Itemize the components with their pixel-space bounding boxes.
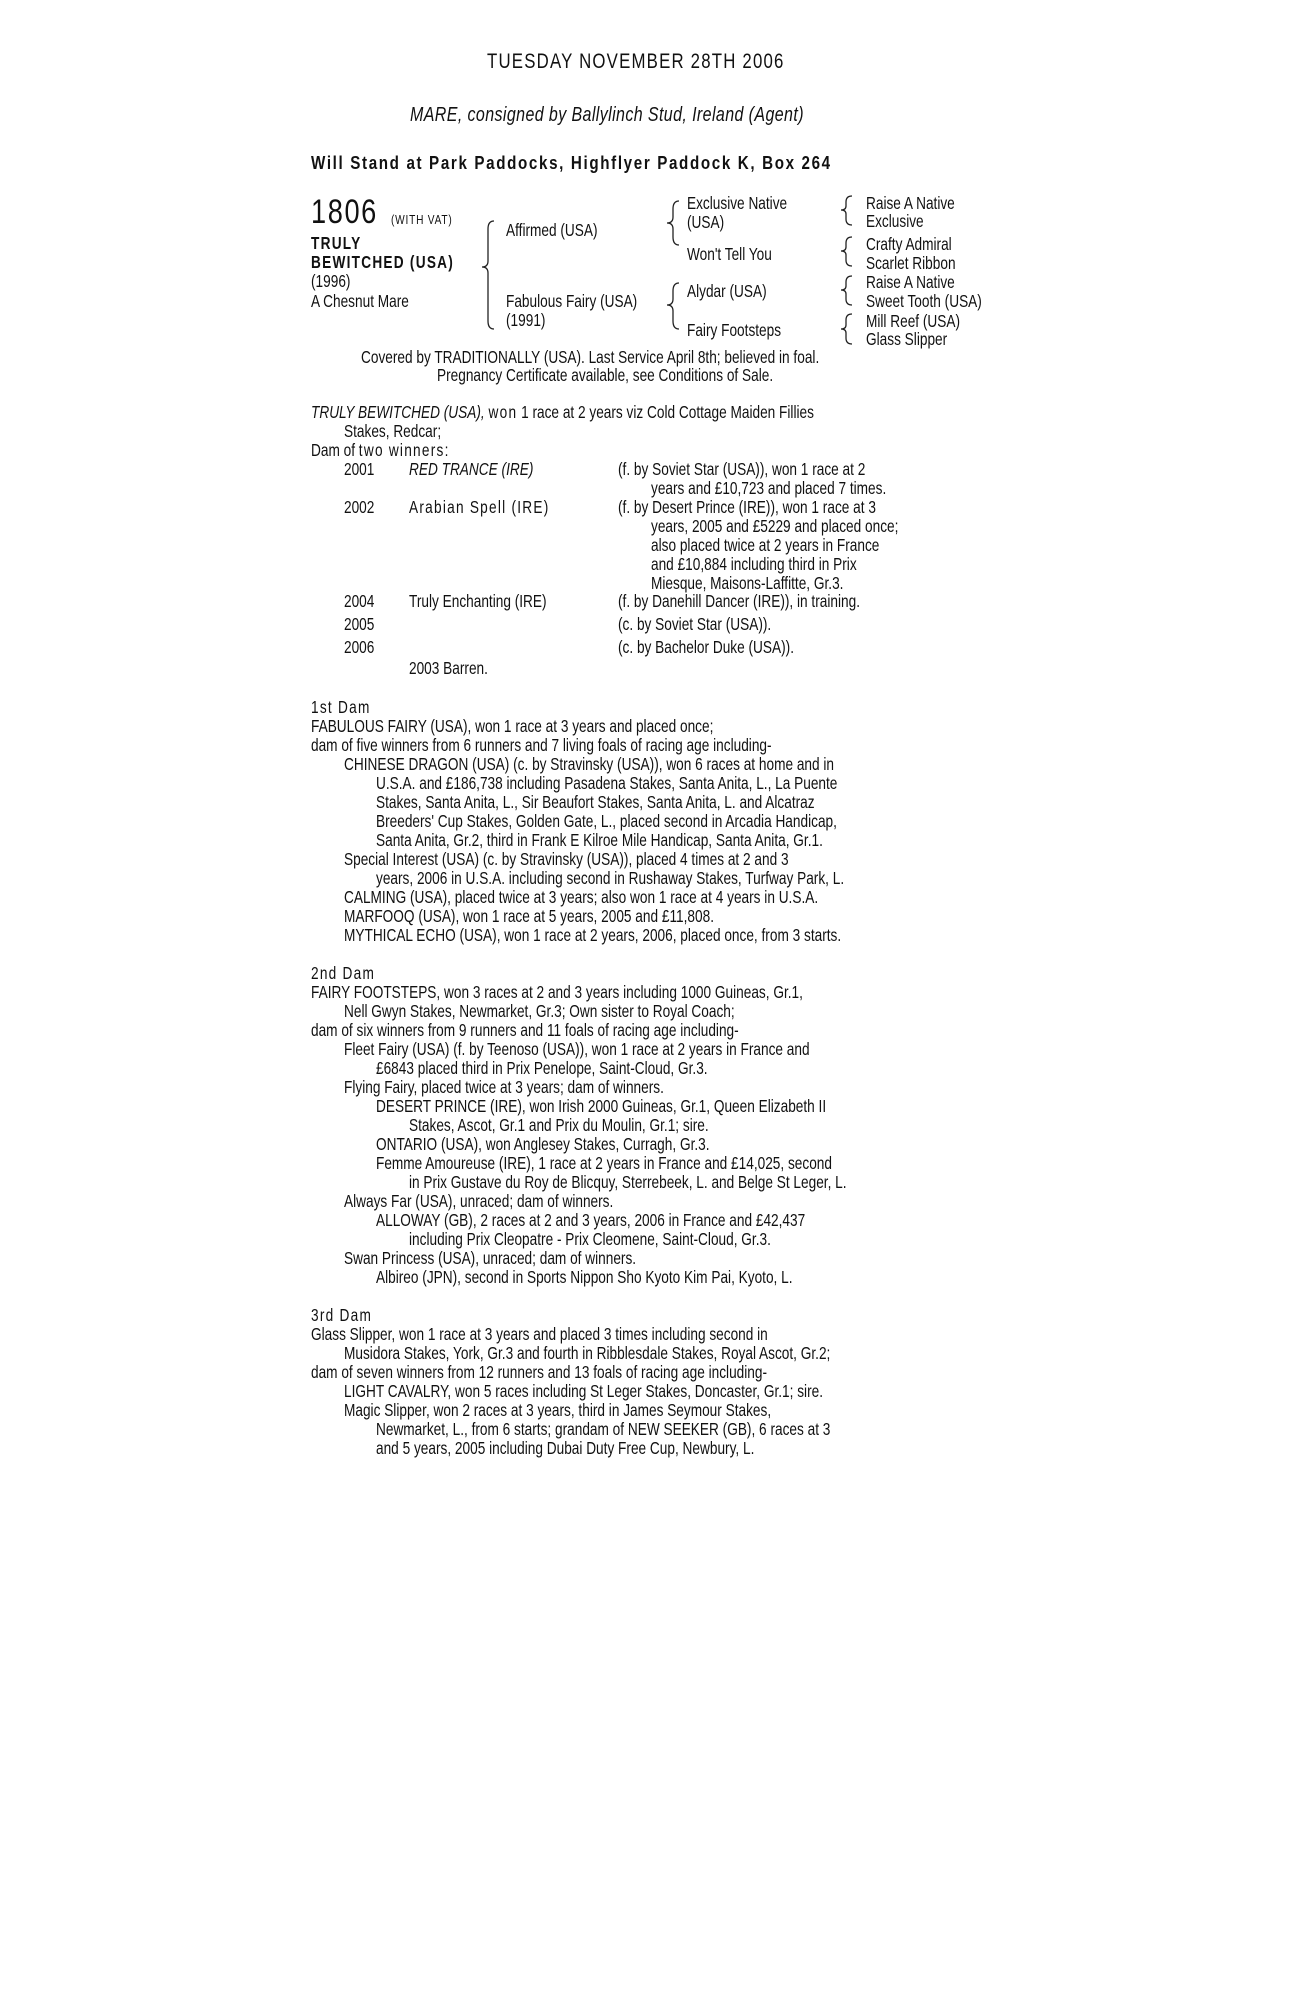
mare-record-name: TRULY BEWITCHED (USA), [311,402,485,422]
dam-of-prefix: Dam of [311,440,355,460]
pedigree-dds: Mill Reef (USA) [866,311,961,331]
second-dam-line: Stakes, Ascot, Gr.1 and Prix du Moulin, Gr.1; sire. [409,1115,709,1135]
first-dam-line: years, 2006 in U.S.A. including second in Rushaway Stakes, Turfway Park, L. [376,868,845,888]
produce-detail: years and £10,723 and placed 7 times. [651,478,887,498]
produce-year: 2004 [344,591,375,611]
brace-dam [667,283,679,329]
pedigree-dd: Fairy Footsteps [687,320,782,340]
produce-detail: (f. by Desert Prince (IRE)), won 1 race at 3 [618,497,876,517]
third-dam-line: Glass Slipper, won 1 race at 3 years and placed 3 times including second in [311,1324,768,1344]
first-dam-line: CHINESE DRAGON (USA) (c. by Stravinsky (USA)), won 6 races at home and in [344,754,835,774]
pedigree-ss-line2: (USA) [687,212,725,232]
horse-description: A Chesnut Mare [311,291,409,311]
produce-detail: also placed twice at 2 years in France [651,535,880,555]
produce-year: 2006 [344,637,375,657]
produce-year: 2002 [344,497,375,517]
produce-name: Truly Enchanting (IRE) [409,591,547,611]
third-dam-line: LIGHT CAVALRY, won 5 races including St Leger Stakes, Doncaster, Gr.1; sire. [344,1381,824,1401]
brace-main [482,221,494,329]
produce-year: 2005 [344,614,375,634]
pedigree-sss: Raise A Native [866,193,955,213]
brace-ss [841,196,852,225]
horse-name-line1: TRULY [311,233,362,253]
pedigree-sd: Won't Tell You [687,244,772,264]
covered-line1: Covered by TRADITIONALLY (USA). Last Service April 8th; believed in foal. [361,347,820,367]
produce-year: 2001 [344,459,375,479]
second-dam-line: ONTARIO (USA), won Anglesey Stakes, Curragh, Gr.3. [376,1134,710,1154]
pedigree-dsd: Sweet Tooth (USA) [866,291,982,311]
produce-name: Arabian Spell (IRE) [409,497,550,517]
second-dam-line: FAIRY FOOTSTEPS, won 3 races at 2 and 3 years including 1000 Guineas, Gr.1, [311,982,803,1002]
third-dam-line: and 5 years, 2005 including Dubai Duty Free Cup, Newbury, L. [376,1438,755,1458]
brace-ds [841,276,852,305]
dam-of-winners: two winners: [358,440,450,460]
second-dam-line: DESERT PRINCE (IRE), won Irish 2000 Guineas, Gr.1, Queen Elizabeth II [376,1096,827,1116]
pedigree-dam-line1: Fabulous Fairy (USA) [506,291,638,311]
pedigree-sds: Crafty Admiral [866,234,952,254]
brace-sire [667,201,679,245]
pedigree-sire: Affirmed (USA) [506,220,598,240]
produce-detail: Miesque, Maisons-Laffitte, Gr.3. [651,573,844,593]
lot-number: 1806 [311,193,378,231]
brace-sd [841,237,852,266]
second-dam-line: £6843 placed third in Prix Penelope, Saint-Cloud, Gr.3. [376,1058,708,1078]
first-dam-line: dam of five winners from 6 runners and 7 living foals of racing age including- [311,735,772,755]
pedigree-dam-line2: (1991) [506,310,546,330]
dam-of-line [311,441,450,460]
stand-location: Will Stand at Park Paddocks, Highflyer Paddock K, Box 264 [311,152,832,173]
second-dam-line: Nell Gwyn Stakes, Newmarket, Gr.3; Own sister to Royal Coach; [344,1001,735,1021]
foaling-year: (1996) [311,271,351,291]
pedigree-dss: Raise A Native [866,272,955,292]
produce-detail: (c. by Bachelor Duke (USA)). [618,637,794,657]
pedigree-ds: Alydar (USA) [687,281,767,301]
barren-note: 2003 Barren. [409,658,488,678]
third-dam-line: dam of seven winners from 12 runners and 13 foals of racing age including- [311,1362,768,1382]
third-dam-line: Newmarket, L., from 6 starts; grandam of NEW SEEKER (GB), 6 races at 3 [376,1419,831,1439]
brace-dd [841,314,852,344]
first-dam-line: MYTHICAL ECHO (USA), won 1 race at 2 years, 2006, placed once, from 3 starts. [344,925,842,945]
second-dam-line: in Prix Gustave du Roy de Blicquy, Sterrebeek, L. and Belge St Leger, L. [409,1172,847,1192]
pedigree-ssd: Exclusive [866,211,924,231]
produce-detail: and £10,884 including third in Prix [651,554,857,574]
sale-date: TUESDAY NOVEMBER 28TH 2006 [487,50,785,73]
mare-record-line1 [311,403,814,422]
consignor-line: MARE, consigned by Ballylinch Stud, Ireland (Agent) [410,104,804,126]
second-dam-line: Always Far (USA), unraced; dam of winners. [344,1191,614,1211]
horse-name-line2: BEWITCHED (USA) [311,252,455,272]
first-dam-line: Breeders' Cup Stakes, Golden Gate, L., placed second in Arcadia Handicap, [376,811,837,831]
first-dam-line: MARFOOQ (USA), won 1 race at 5 years, 2005 and £11,808. [344,906,715,926]
second-dam-line: Fleet Fairy (USA) (f. by Teenoso (USA)), won 1 race at 2 years in France and [344,1039,810,1059]
third-dam-line: Musidora Stakes, York, Gr.3 and fourth in Ribblesdale Stakes, Royal Ascot, Gr.2; [344,1343,831,1363]
first-dam-line: Stakes, Santa Anita, L., Sir Beaufort Stakes, Santa Anita, L. and Alcatraz [376,792,815,812]
pedigree-ddd: Glass Slipper [866,329,948,349]
produce-detail: (c. by Soviet Star (USA)). [618,614,772,634]
produce-name: RED TRANCE (IRE) [409,459,534,479]
pedigree-ss-line1: Exclusive Native [687,193,788,213]
produce-detail: years, 2005 and £5229 and placed once; [651,516,899,536]
second-dam-line: Flying Fairy, placed twice at 3 years; dam of winners. [344,1077,664,1097]
second-dam-line: including Prix Cleopatre - Prix Cleomene, Saint-Cloud, Gr.3. [409,1229,771,1249]
vat-note: (WITH VAT) [391,212,453,227]
second-dam-line: Swan Princess (USA), unraced; dam of winners. [344,1248,637,1268]
first-dam-line: CALMING (USA), placed twice at 3 years; also won 1 race at 4 years in U.S.A. [344,887,819,907]
third-dam-heading: 3rd Dam [311,1305,373,1325]
first-dam-heading: 1st Dam [311,697,371,717]
second-dam-line: dam of six winners from 9 runners and 11 foals of racing age including- [311,1020,739,1040]
first-dam-line: U.S.A. and £186,738 including Pasadena Stakes, Santa Anita, L., La Puente [376,773,838,793]
covered-line2: Pregnancy Certificate available, see Conditions of Sale. [437,365,774,385]
first-dam-line: Special Interest (USA) (c. by Stravinsky (USA)), placed 4 times at 2 and 3 [344,849,789,869]
produce-detail: (f. by Soviet Star (USA)), won 1 race at 2 [618,459,866,479]
third-dam-line: Magic Slipper, won 2 races at 3 years, third in James Seymour Stakes, [344,1400,772,1420]
mare-record-text1: 1 race at 2 years viz Cold Cottage Maiden Fillies [521,402,814,422]
produce-detail: (f. by Danehill Dancer (IRE)), in training. [618,591,860,611]
second-dam-line: Albireo (JPN), second in Sports Nippon Sho Kyoto Kim Pai, Kyoto, L. [376,1267,793,1287]
pedigree-sdd: Scarlet Ribbon [866,253,956,273]
first-dam-line: FABULOUS FAIRY (USA), won 1 race at 3 years and placed once; [311,716,714,736]
first-dam-line: Santa Anita, Gr.2, third in Frank E Kilroe Mile Handicap, Santa Anita, Gr.1. [376,830,823,850]
second-dam-line: ALLOWAY (GB), 2 races at 2 and 3 years, 2006 in France and £42,437 [376,1210,806,1230]
mare-record-line2: Stakes, Redcar; [344,421,442,441]
second-dam-line: Femme Amoureuse (IRE), 1 race at 2 years in France and £14,025, second [376,1153,832,1173]
second-dam-heading: 2nd Dam [311,963,376,983]
mare-record-won: won [488,402,518,422]
